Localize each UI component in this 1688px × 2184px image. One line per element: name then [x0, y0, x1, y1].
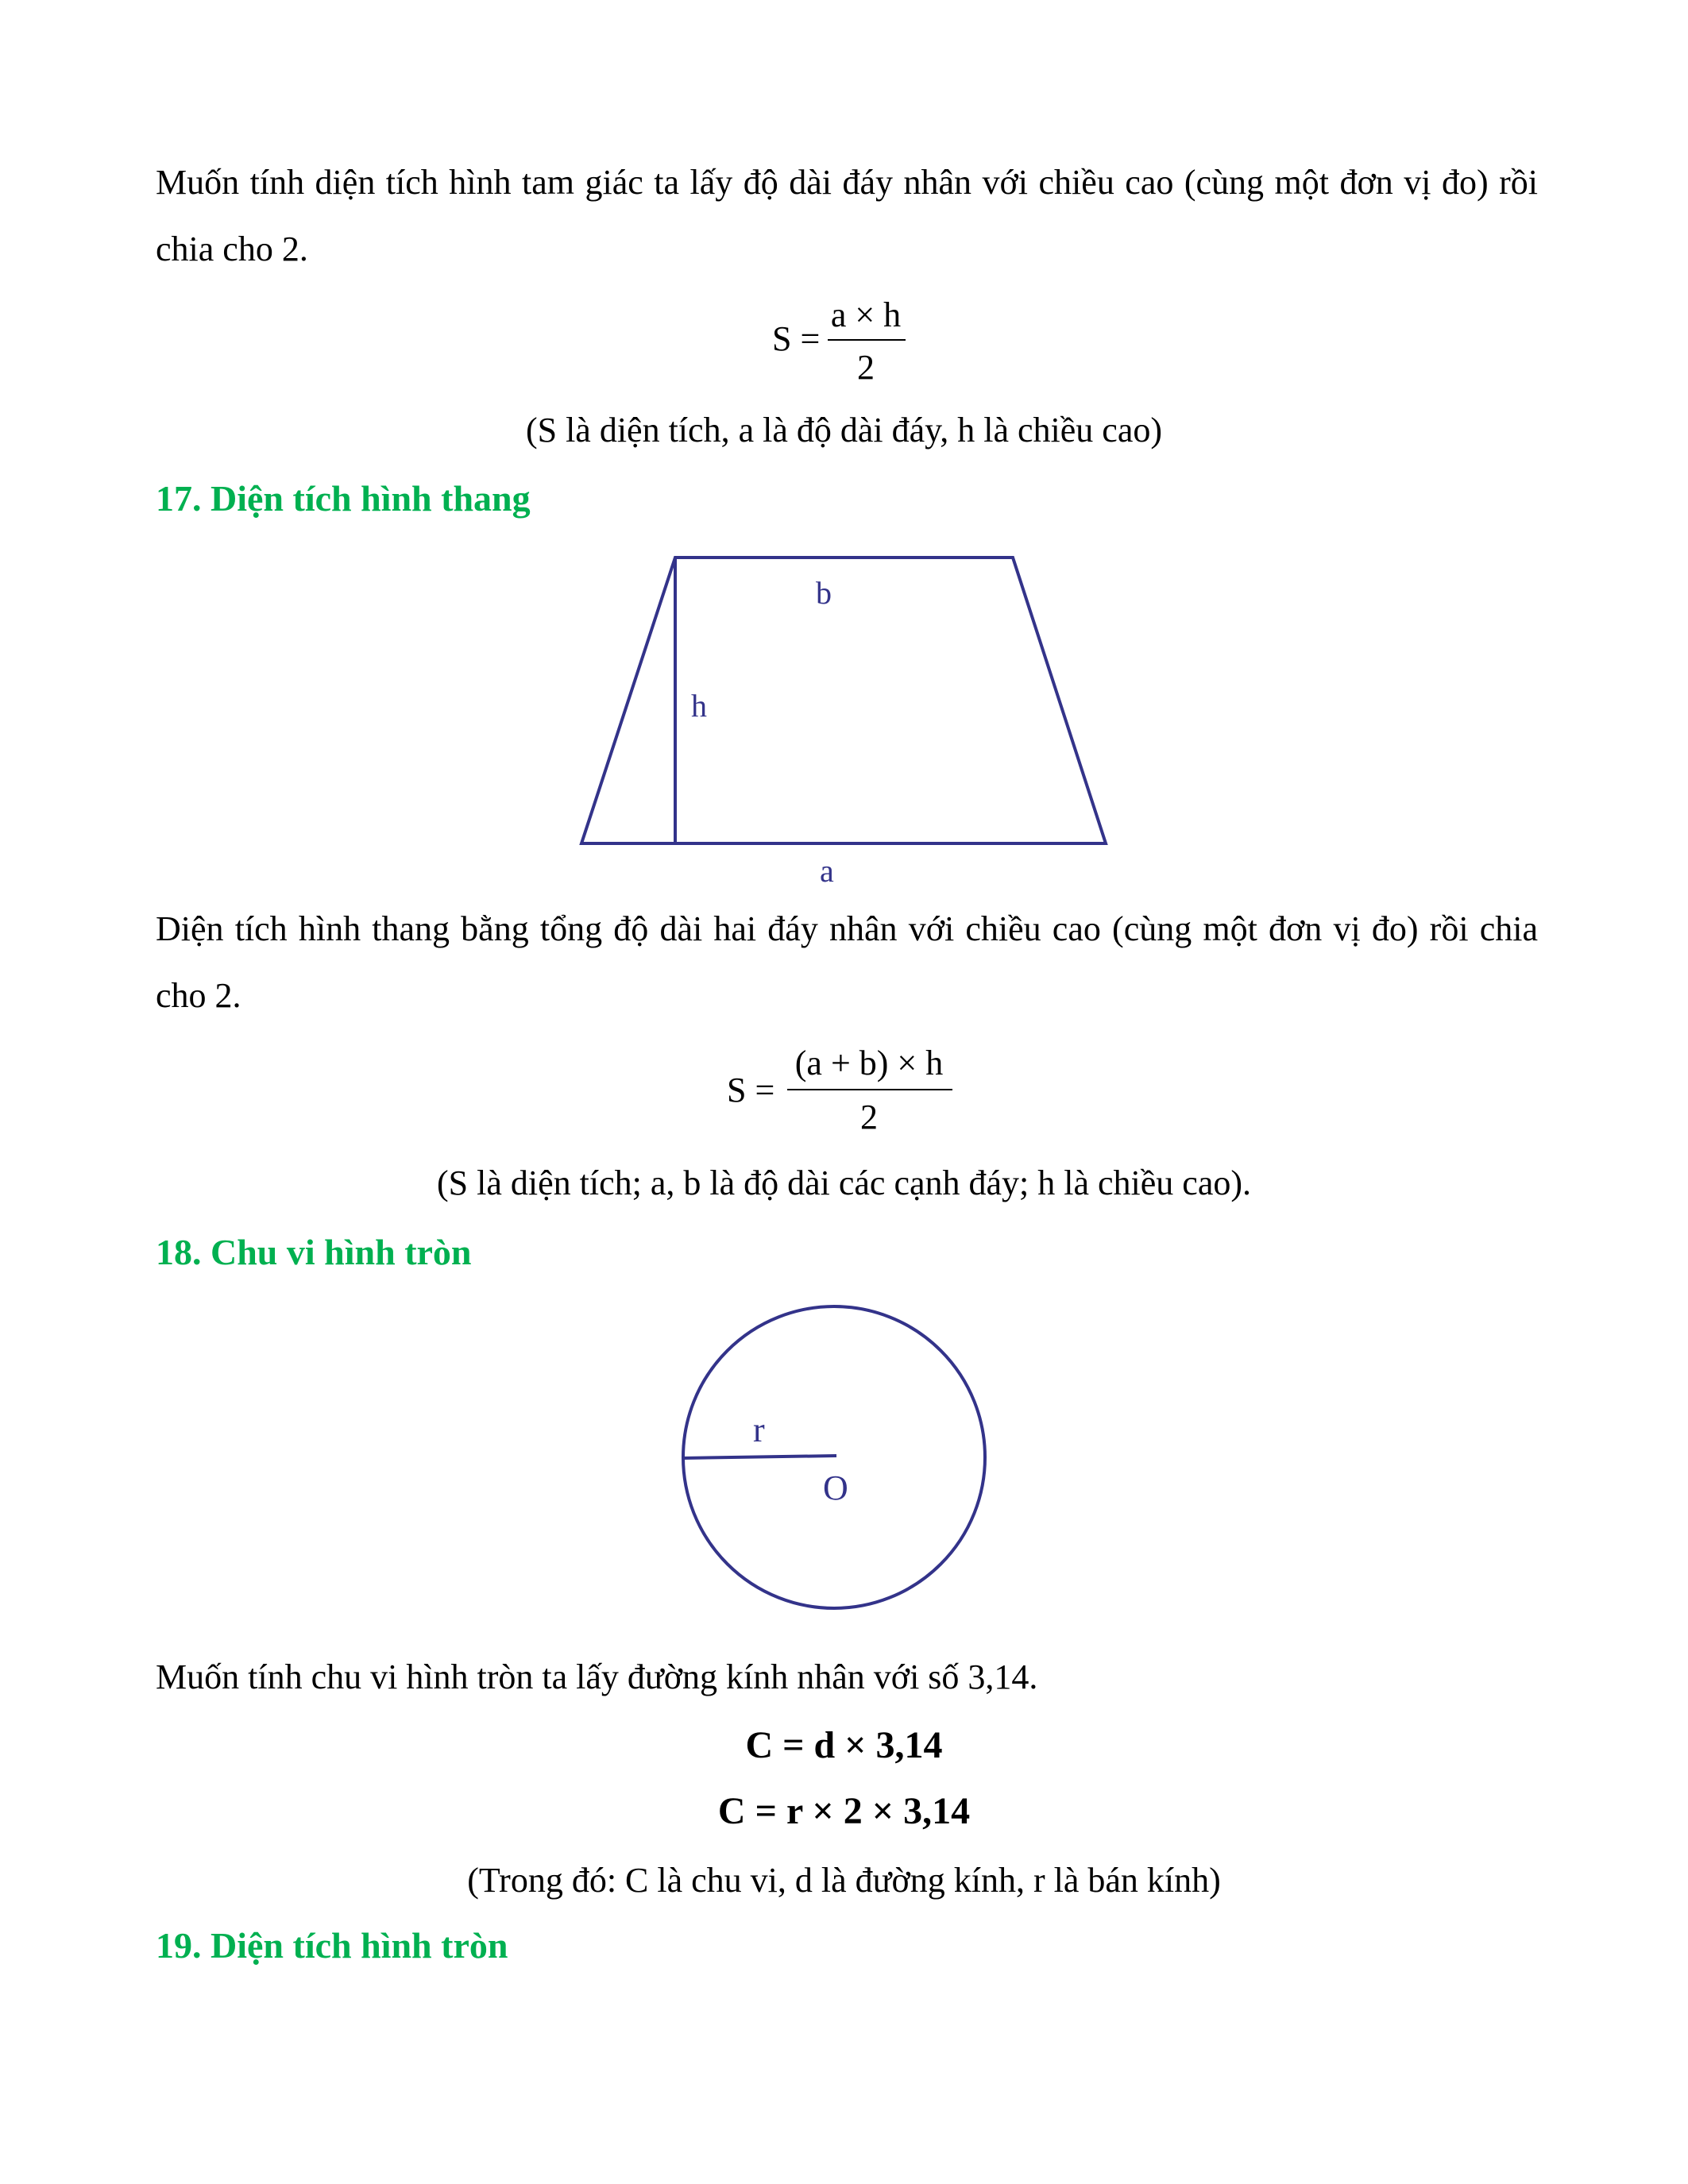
label-height: h	[691, 688, 707, 723]
trapezoid-area-formula	[719, 1036, 973, 1140]
circle-perimeter-paragraph: Muốn tính chu vi hình tròn ta lấy đường kính nhân với số 3,14.	[156, 1657, 1038, 1696]
label-bottom-base: a	[820, 853, 834, 889]
section-heading-17: 17. Diện tích hình thang	[156, 478, 531, 519]
formula-numerator: (a + b) × h	[794, 1044, 944, 1082]
radius-line	[683, 1456, 836, 1458]
label-center: O	[823, 1468, 848, 1507]
formula-denominator: 2	[857, 348, 875, 387]
formula-lhs: S =	[727, 1071, 775, 1109]
label-radius: r	[753, 1410, 765, 1449]
section-heading-19: 19. Diện tích hình tròn	[156, 1925, 508, 1966]
triangle-area-formula	[763, 290, 921, 393]
formula-numerator: a × h	[830, 295, 902, 334]
trapezoid-figure	[572, 548, 1128, 889]
circle-perimeter-formula-diameter: C = d × 3,14	[745, 1724, 943, 1766]
triangle-area-paragraph: Muốn tính diện tích hình tam giác ta lấy độ dài đáy nhân với chiều cao (cùng một đơn vị đo) rồi chia cho 2.	[156, 163, 1538, 268]
trapezoid-area-paragraph: Diện tích hình thang bằng tổng độ dài hai đáy nhân với chiều cao (cùng một đơn vị đo) rồi chia cho 2.	[156, 909, 1538, 1015]
label-top-base: b	[816, 575, 832, 611]
formula-lhs: S =	[772, 319, 821, 358]
trapezoid-formula-note: (S là diện tích; a, b là độ dài các cạnh đáy; h là chiều cao).	[436, 1163, 1252, 1202]
circle-figure	[667, 1295, 1001, 1628]
formula-denominator: 2	[860, 1098, 878, 1136]
trapezoid-outline	[581, 558, 1106, 843]
circle-formula-note: (Trong đó: C là chu vi, d là đường kính, r là bán kính)	[467, 1861, 1221, 1900]
section-heading-18: 18. Chu vi hình tròn	[156, 1232, 472, 1272]
circle-perimeter-formula-radius: C = r × 2 × 3,14	[717, 1790, 971, 1832]
triangle-formula-note: (S là diện tích, a là độ dài đáy, h là chiều cao)	[525, 411, 1163, 450]
fraction-bar	[787, 1089, 952, 1090]
fraction-bar	[828, 339, 906, 341]
